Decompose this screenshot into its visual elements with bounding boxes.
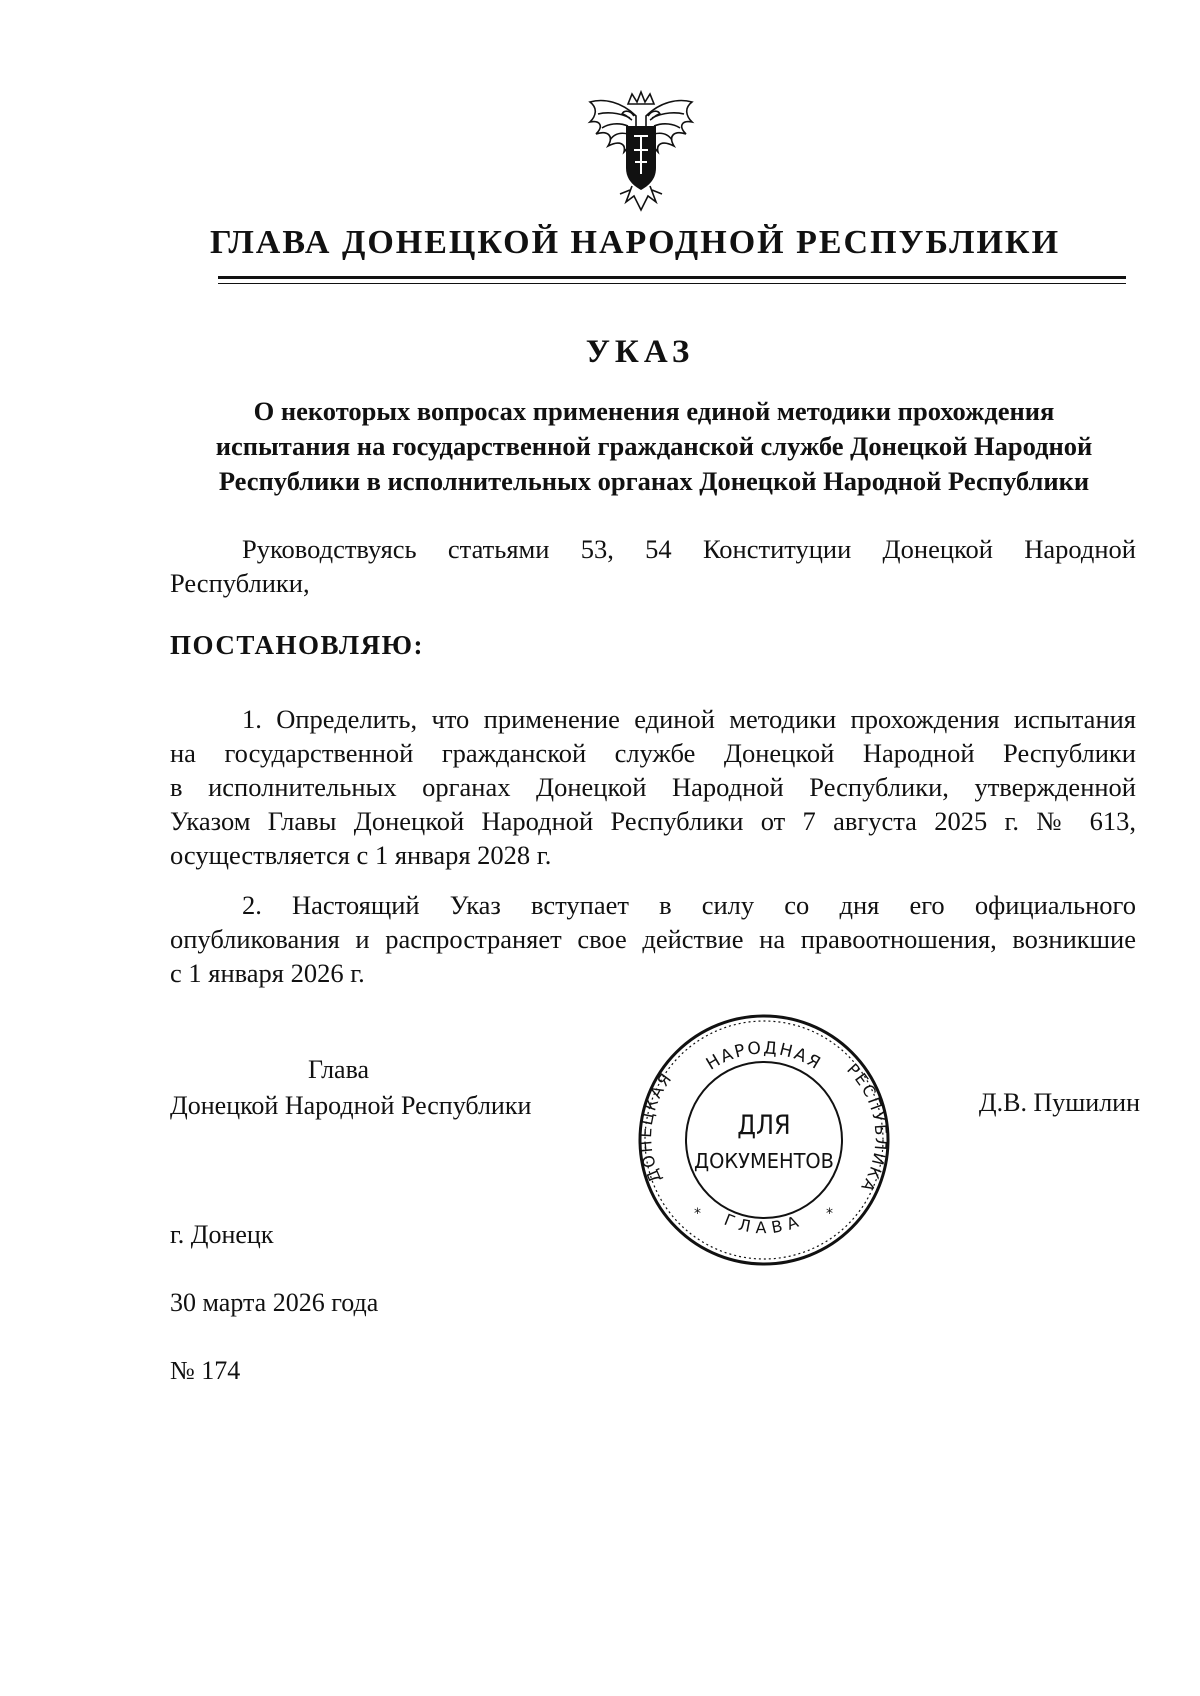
svg-text:ГЛАВА bbox=[721, 1210, 806, 1237]
document-number: № 174 bbox=[170, 1356, 241, 1385]
official-seal bbox=[636, 1012, 892, 1268]
header-rule-thin bbox=[218, 283, 1126, 284]
text-line: 2. Настоящий Указ вступает в силу со дня его официального bbox=[242, 890, 1136, 920]
text-line: Республики, bbox=[170, 568, 310, 598]
text-line: в исполнительных органах Донецкой Народной Республики, утвержденной bbox=[170, 772, 1136, 802]
seal-ring-bottom: ГЛАВА bbox=[721, 1209, 807, 1238]
text-line: Указом Главы Донецкой Народной Республики от 7 августа 2025 г. № 613, bbox=[170, 806, 1136, 836]
subject-line: испытания на государственной гражданской службе Донецкой Народной bbox=[215, 431, 1093, 461]
subject-line: Республики в исполнительных органах Донецкой Народной Республики bbox=[218, 466, 1090, 496]
seal-center-line: ДОКУМЕНТОВ bbox=[694, 1149, 834, 1173]
item-1 bbox=[170, 702, 1136, 872]
text-line: осуществляется с 1 января 2028 г. bbox=[170, 840, 552, 870]
signatory-position bbox=[170, 1052, 531, 1124]
issuer-title: ГЛАВА ДОНЕЦКОЙ НАРОДНОЙ РЕСПУБЛИКИ bbox=[209, 224, 1061, 261]
item-2 bbox=[170, 888, 1136, 990]
seal-ring-left: ДОНЕЦКАЯ bbox=[636, 1068, 677, 1186]
signatory-name: Д.В. Пушилин bbox=[978, 1088, 1140, 1117]
decree-word: ПОСТАНОВЛЯЮ: bbox=[170, 630, 424, 660]
subject-line: О некоторых вопросах применения единой методики прохождения bbox=[253, 396, 1055, 426]
issue-date: 30 марта 2026 года bbox=[170, 1288, 379, 1317]
seal-ring-right: РЕСПУБЛИКА bbox=[843, 1059, 891, 1197]
position-line: Глава bbox=[308, 1055, 370, 1084]
document-type: УКАЗ bbox=[585, 334, 695, 370]
seal-ring-top: НАРОДНАЯ bbox=[702, 1038, 826, 1075]
text-line: Руководствуясь статьями 53, 54 Конституции Донецкой Народной bbox=[242, 534, 1136, 564]
svg-text:ДОНЕЦКАЯ bbox=[636, 1068, 676, 1185]
text-line: 1. Определить, что применение единой методики прохождения испытания bbox=[242, 704, 1136, 734]
place-of-issue: г. Донецк bbox=[170, 1220, 274, 1249]
text-line: на государственной гражданской службе Донецкой Народной Республики bbox=[170, 738, 1136, 768]
seal-center-line: ДЛЯ bbox=[737, 1110, 791, 1141]
svg-text:*: * bbox=[826, 1206, 833, 1222]
position-line: Донецкой Народной Республики bbox=[170, 1091, 532, 1120]
text-line: с 1 января 2026 г. bbox=[170, 958, 365, 988]
header-rule bbox=[218, 276, 1126, 279]
preamble bbox=[170, 532, 1136, 600]
text-line: опубликования и распространяет свое действие на правоотношения, возникшие bbox=[170, 924, 1136, 954]
coat-of-arms-icon bbox=[586, 90, 696, 220]
svg-text:*: * bbox=[694, 1206, 701, 1222]
document-subject bbox=[170, 394, 1138, 499]
